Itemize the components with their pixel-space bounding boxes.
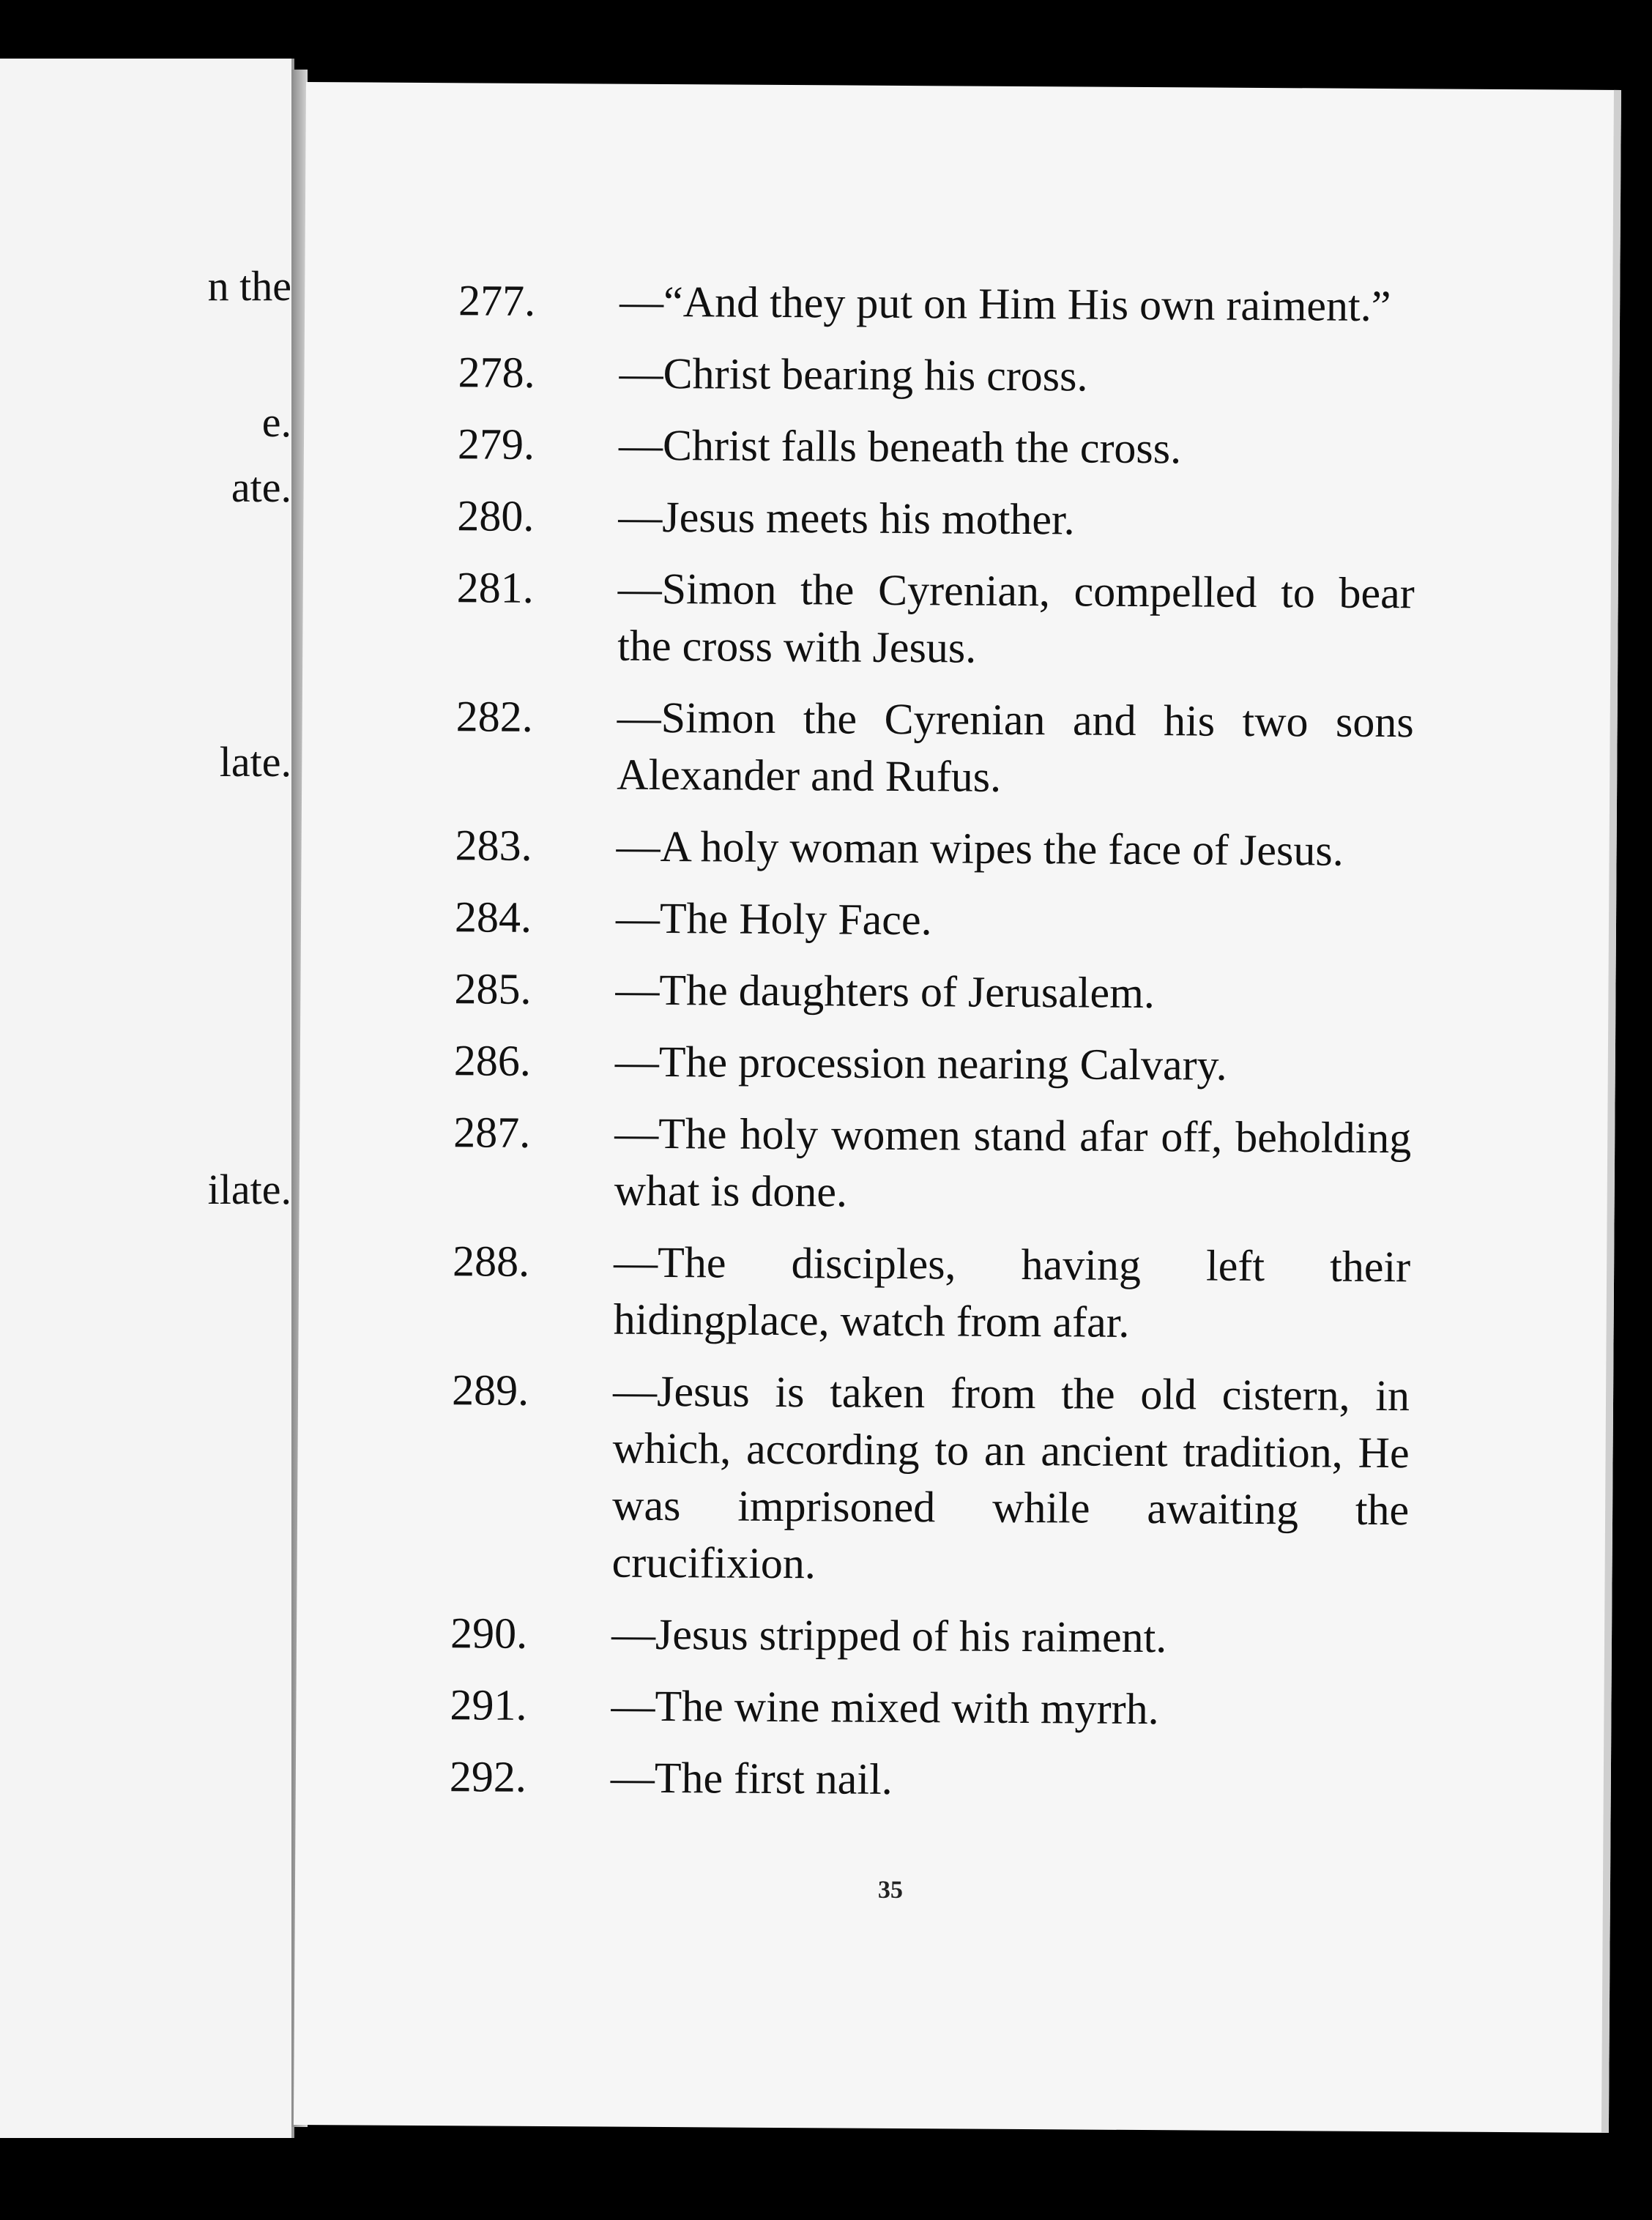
left-page-fragment: ate. [231, 463, 291, 511]
list-entry [455, 816, 1413, 879]
list-entry [450, 1676, 1407, 1739]
entry-number: 278. [458, 348, 535, 397]
entry-text: —The wine mixed with myrrh. [611, 1681, 1159, 1734]
left-page-fragment: n the [207, 262, 291, 310]
list-entry [458, 272, 1416, 335]
entry-number: 290. [450, 1609, 528, 1658]
list-entry [457, 487, 1415, 550]
entry-text: —Jesus stripped of his raiment. [611, 1609, 1167, 1662]
entry-number: 292. [449, 1752, 527, 1801]
page-number: 35 [877, 1876, 904, 1904]
entry-number: 287. [453, 1108, 531, 1157]
entry-text: —“And they put on Him His own raiment.” [619, 277, 1391, 331]
list-entry [450, 1748, 1407, 1811]
entry-text: —The Holy Face. [615, 893, 932, 945]
entry-number: 279. [457, 420, 535, 469]
entry-text: —A holy woman wipes the face of Jesus. [616, 822, 1344, 875]
entry-text: —Christ falls beneath the cross. [618, 420, 1182, 473]
list-entry [456, 559, 1415, 679]
entry-number: 289. [451, 1366, 529, 1415]
list-entry [454, 1032, 1412, 1095]
entry-number: 281. [456, 563, 534, 612]
entry-number: 285. [454, 964, 532, 1013]
entry-number: 283. [455, 821, 532, 870]
entry-text: —Simon the Cyrenian, compelled to bear the cross with Jesus. [617, 564, 1415, 672]
entry-text: —Jesus meets his mother. [618, 492, 1075, 544]
entry-text: —Christ bearing his cross. [619, 349, 1088, 401]
entry-number: 286. [453, 1036, 532, 1085]
entry-text: —Jesus is taken from the old cistern, in which, according to an ancient tradition, He was imprisoned while awaiting the crucifixion. [611, 1366, 1410, 1588]
entry-number: 282. [455, 692, 533, 741]
left-page-fragment: e. [261, 398, 291, 446]
entry-text: —The first nail. [610, 1753, 893, 1803]
list-entry [455, 888, 1413, 951]
entry-text: —Simon the Cyrenian and his two sons Alexander and Rufus. [617, 693, 1414, 801]
list-entry [458, 415, 1415, 478]
entry-text: —The procession nearing Calvary. [614, 1037, 1227, 1089]
entry-number: 277. [458, 276, 536, 325]
list-entry [453, 1103, 1412, 1223]
list-entry [452, 1232, 1410, 1352]
entry-number: 288. [452, 1237, 530, 1286]
entry-number: 291. [450, 1680, 527, 1729]
entry-number: 284. [454, 893, 532, 942]
entry-text: —The daughters of Jerusalem. [615, 965, 1156, 1018]
left-page [0, 59, 294, 2138]
list-entry [458, 343, 1415, 406]
left-page-fragment: late. [219, 738, 291, 786]
list-entry [454, 960, 1412, 1023]
left-page-fragment: ilate. [207, 1166, 291, 1213]
entry-text: —The holy women stand afar off, beholding what is done. [614, 1109, 1412, 1216]
right-page [294, 82, 1621, 2133]
list-entry [450, 1604, 1408, 1667]
entry-list [450, 272, 1417, 1825]
entry-text: —The disciples, having left their hidingplace, watch from afar. [613, 1237, 1411, 1346]
entry-number: 280. [457, 491, 535, 540]
list-entry [450, 1361, 1410, 1595]
list-entry [455, 688, 1414, 808]
